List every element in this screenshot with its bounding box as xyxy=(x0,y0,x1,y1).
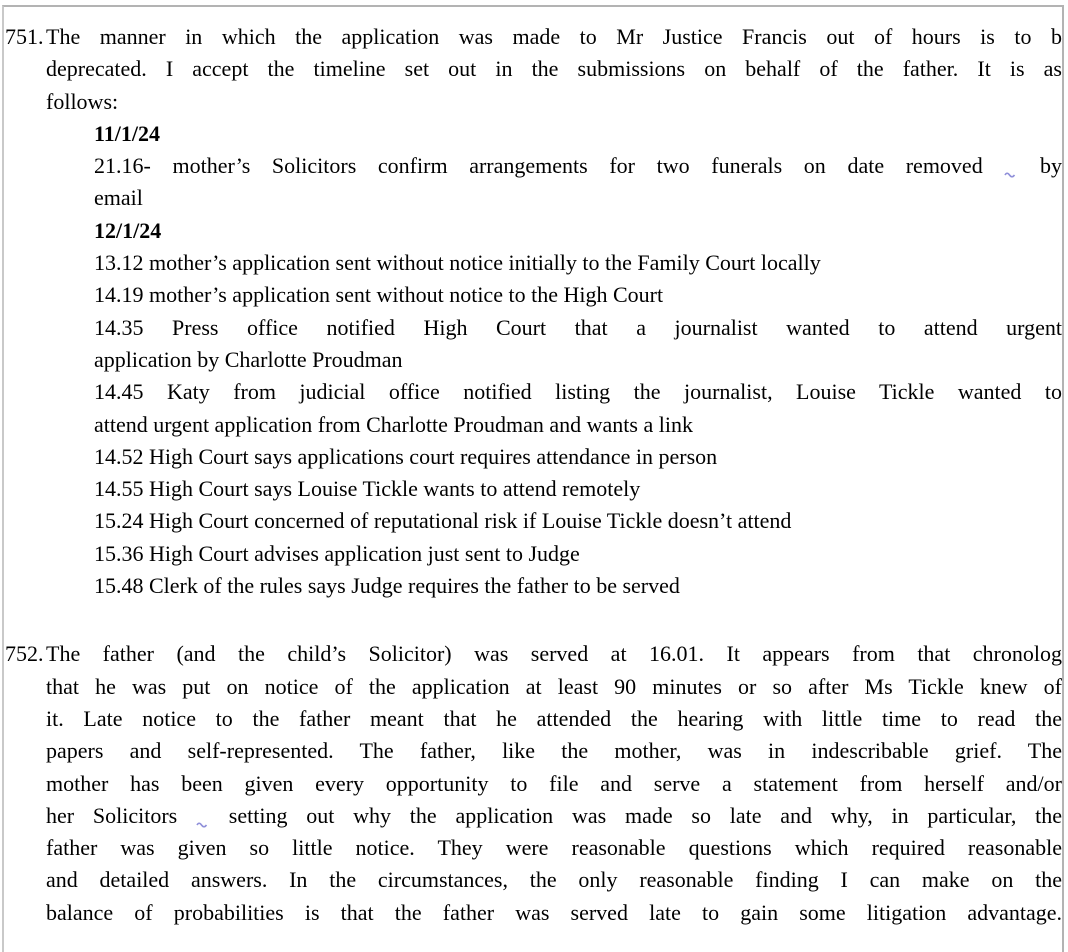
document-page xyxy=(2,5,1064,952)
timeline-entry: attend urgent application from Charlotte Proudman and wants a link xyxy=(94,411,693,437)
text-line: deprecated. I accept the timeline set out in the submissions on behalf of the father. It is as xyxy=(46,56,1062,82)
squiggle-underline-icon xyxy=(196,820,210,828)
text-segment: setting out why the application was made so late and why, in particular, the xyxy=(228,802,1062,828)
squiggle-underline-icon xyxy=(1004,170,1018,178)
timeline-date: 12/1/24 xyxy=(94,217,162,243)
paragraph-number: 751. xyxy=(5,24,44,49)
text-line: that he was put on notice of the application at least 90 minutes or so after Ms Tickle knew of xyxy=(46,673,1062,699)
paragraph-number: 752. xyxy=(5,641,44,667)
timeline-block xyxy=(94,118,1062,602)
timeline-entry: 14.55 High Court says Louise Tickle wants to attend remotely xyxy=(94,476,641,502)
timeline-entry: application by Charlotte Proudman xyxy=(94,346,403,372)
text-line: father was given so little notice. They were reasonable questions which required reasonable xyxy=(46,835,1062,861)
text-line: it. Late notice to the father meant that he attended the hearing with little time to read the xyxy=(46,705,1062,731)
timeline-entry: 15.36 High Court advises application just sent to Judge xyxy=(94,540,580,566)
text-line xyxy=(46,800,1062,832)
text-segment: her Solicitors xyxy=(46,802,178,828)
timeline-entry: 14.45 Katy from judicial office notified listing the journalist, Louise Tickle wanted to xyxy=(94,379,1062,405)
timeline-entry: 15.48 Clerk of the rules says Judge requires the father to be served xyxy=(94,573,680,599)
text-line: The manner in which the application was made to Mr Justice Francis out of hours is to b xyxy=(46,24,1062,49)
text-line: follows: xyxy=(46,88,119,114)
timeline-entry: email xyxy=(94,185,143,211)
timeline-entry: 13.12 mother’s application sent without notice initially to the Family Court locally xyxy=(94,250,821,276)
timeline-entry: 14.19 mother’s application sent without notice to the High Court xyxy=(94,282,664,308)
timeline-entry: 15.24 High Court concerned of reputational risk if Louise Tickle doesn’t attend xyxy=(94,508,792,534)
timeline-entry: 14.35 Press office notified High Court that a journalist wanted to attend urgent xyxy=(94,314,1062,340)
timeline-entry-text: 21.16- mother’s Solicitors confirm arrangements for two funerals on date removed xyxy=(94,153,983,179)
text-line: balance of probabilities is that the father was served late to gain some litigation advantage. xyxy=(46,899,1062,925)
timeline-date: 11/1/24 xyxy=(94,120,161,146)
text-line: papers and self-represented. The father, like the mother, was in indescribable grief. The xyxy=(46,738,1062,764)
paragraph-751 xyxy=(4,21,1062,602)
timeline-entry xyxy=(94,150,1062,182)
text-line: mother has been given every opportunity to file and serve a statement from herself and/or xyxy=(46,770,1062,796)
timeline-entry-text: by xyxy=(1040,153,1062,179)
paragraph-752 xyxy=(4,638,1062,929)
timeline-entry: 14.52 High Court says applications court requires attendance in person xyxy=(94,443,718,469)
text-line: The father (and the child’s Solicitor) was served at 16.01. It appears from that chronolog xyxy=(46,641,1062,667)
text-line: and detailed answers. In the circumstances, the only reasonable finding I can make on the xyxy=(46,867,1062,893)
